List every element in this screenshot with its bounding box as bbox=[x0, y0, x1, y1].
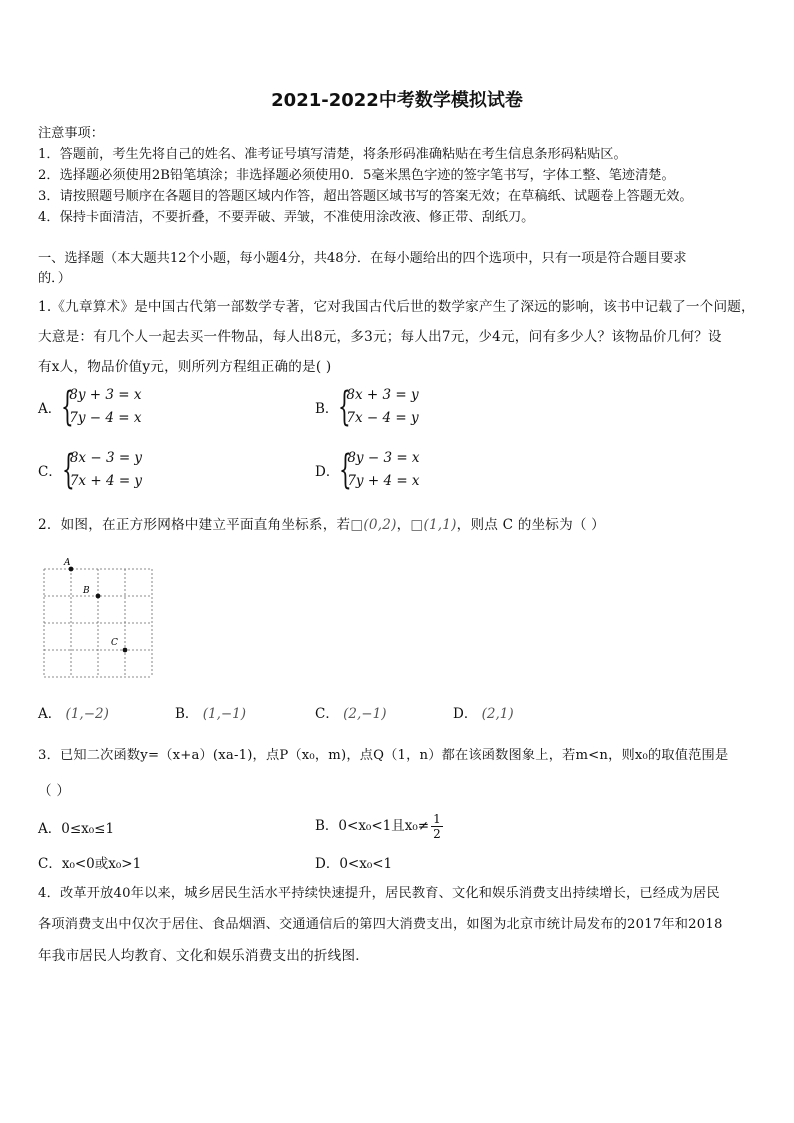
q4-line2: 各项消费支出中仅次于居住、食品烟酒、交通通信后的第四大消费支出，如图为北京市统计局发布的2017年和2018 bbox=[38, 917, 723, 932]
q2-text-a: 2．如图，在正方形网格中建立平面直角坐标系，若 bbox=[38, 517, 351, 533]
q2-point-a-coord: □(0,2) bbox=[350, 517, 397, 533]
q1-option-c-eq1: 8x − 3 = y bbox=[69, 450, 143, 466]
fraction-one-half: $\frac{1}{2}$ bbox=[433, 812, 441, 841]
brace-icon: { bbox=[61, 447, 75, 493]
q1-line2: 大意是：有几个人一起去买一件物品，每人出8元，多3元；每人出7元，少4元，问有多少人？该物品价几何？设 bbox=[38, 329, 722, 345]
q1-line3: 有x人，物品价值y元，则所列方程组正确的是( ) bbox=[38, 359, 332, 375]
q2-grid-svg bbox=[40, 555, 158, 681]
q3-option-c[interactable]: C．x₀<0或x₀>1 bbox=[38, 856, 142, 872]
q1-option-a[interactable] bbox=[38, 384, 141, 430]
section-heading-line1: 一、选择题（本大题共12个小题，每小题4分，共48分．在每小题给出的四个选项中，只有一项是符合题目要求 bbox=[38, 251, 687, 266]
section-heading-line2: 的．） bbox=[38, 271, 71, 286]
q1-option-a-eq1: 8y + 3 = x bbox=[69, 387, 142, 403]
notice-item-4: 4．保持卡面清洁，不要折叠，不要弄破、弄皱，不准使用涂改液、修正带、刮纸刀。 bbox=[38, 210, 535, 225]
notice-item-1: 1．答题前，考生先将自己的姓名、准考证号填写清楚，将条形码准确粘贴在考生信息条形码粘贴区。 bbox=[38, 147, 627, 162]
q1-option-d-eq2: 7y + 4 = x bbox=[347, 473, 420, 489]
q3-option-d[interactable]: D．0<x₀<1 bbox=[315, 856, 393, 872]
q3-option-a[interactable]: A．0≤x₀≤1 bbox=[38, 821, 115, 837]
q1-option-a-eq2: 7y − 4 = x bbox=[69, 410, 142, 426]
q1-option-d-eq1: 8y − 3 = x bbox=[347, 450, 420, 466]
q4-line3: 年我市居民人均教育、文化和娱乐消费支出的折线图． bbox=[38, 948, 370, 964]
q2-text-b: ，则点 C 的坐标为（ ） bbox=[456, 517, 605, 533]
q1-line1: 1.《九章算术》是中国古代第一部数学专著，它对我国古代后世的数学家产生了深远的影响，该书中记载了一个问题， bbox=[38, 299, 755, 315]
point-b-label: B bbox=[83, 586, 90, 596]
q1-option-c-eq2: 7x + 4 = y bbox=[69, 473, 143, 489]
q2-option-b-value: (1,−1) bbox=[202, 706, 247, 722]
q1-option-c[interactable] bbox=[38, 447, 142, 493]
q2-option-b[interactable]: B． (1,−1) bbox=[175, 706, 247, 722]
notice-item-3: 3．请按照题号顺序在各题目的答题区域内作答，超出答题区域书写的答案无效；在草稿纸、试题卷上答题无效。 bbox=[38, 189, 693, 204]
grid-lines bbox=[44, 569, 152, 677]
q2-option-c[interactable]: C． (2,−1) bbox=[315, 706, 387, 722]
q2-option-a[interactable]: A． (1,−2) bbox=[38, 706, 109, 722]
q2-option-a-value: (1,−2) bbox=[65, 706, 109, 722]
point-b bbox=[96, 594, 101, 599]
point-a-label: A bbox=[64, 558, 71, 568]
q2-stem bbox=[38, 513, 605, 533]
q1-option-b-eq1: 8x + 3 = y bbox=[346, 387, 419, 403]
q1-option-d[interactable] bbox=[315, 447, 420, 493]
page-title: 2021-2022中考数学模拟试卷 bbox=[271, 90, 523, 111]
q1-option-d-label: D． bbox=[315, 464, 340, 480]
brace-icon: { bbox=[61, 384, 74, 430]
q1-option-a-label: A． bbox=[38, 401, 62, 417]
q3-line1: 3．已知二次函数y=（x+a）(xa-1)，点P（x₀，m)，点Q（1，n）都在该函数图象上，若m<n，则x₀的取值范围是 bbox=[38, 748, 729, 763]
notice-heading: 注意事项： bbox=[38, 126, 104, 141]
q2-option-c-value: (2,−1) bbox=[343, 706, 387, 722]
notice-item-2: 2．选择题必须使用2B铅笔填涂；非选择题必须使用0．5毫米黑色字迹的签字笔书写，字体工整、笔迹清楚。 bbox=[38, 168, 675, 183]
q4-line1: 4．改革开放40年以来，城乡居民生活水平持续快速提升，居民教育、文化和娱乐消费支出持续增长，已经成为居民 bbox=[38, 886, 720, 901]
q1-option-c-label: C． bbox=[38, 464, 62, 480]
q2-sep: ， bbox=[396, 517, 411, 533]
q1-option-b-label: B． bbox=[315, 401, 339, 417]
q1-option-b[interactable] bbox=[315, 384, 419, 430]
q2-point-b-coord: □(1,1) bbox=[410, 517, 457, 533]
q3-line2: （ ） bbox=[38, 783, 71, 799]
brace-icon: { bbox=[338, 384, 352, 430]
q2-option-d-value: (2,1) bbox=[481, 706, 514, 722]
q3-option-b[interactable]: B．0<x₀<1且x₀≠ $\frac{1}{2}$ bbox=[315, 812, 441, 841]
brace-icon: { bbox=[339, 447, 353, 493]
q2-option-d[interactable]: D． (2,1) bbox=[453, 706, 514, 722]
point-c bbox=[123, 648, 128, 653]
q1-option-b-eq2: 7x − 4 = y bbox=[346, 410, 419, 426]
point-c-label: C bbox=[111, 638, 118, 648]
q2-grid-figure bbox=[40, 555, 158, 685]
